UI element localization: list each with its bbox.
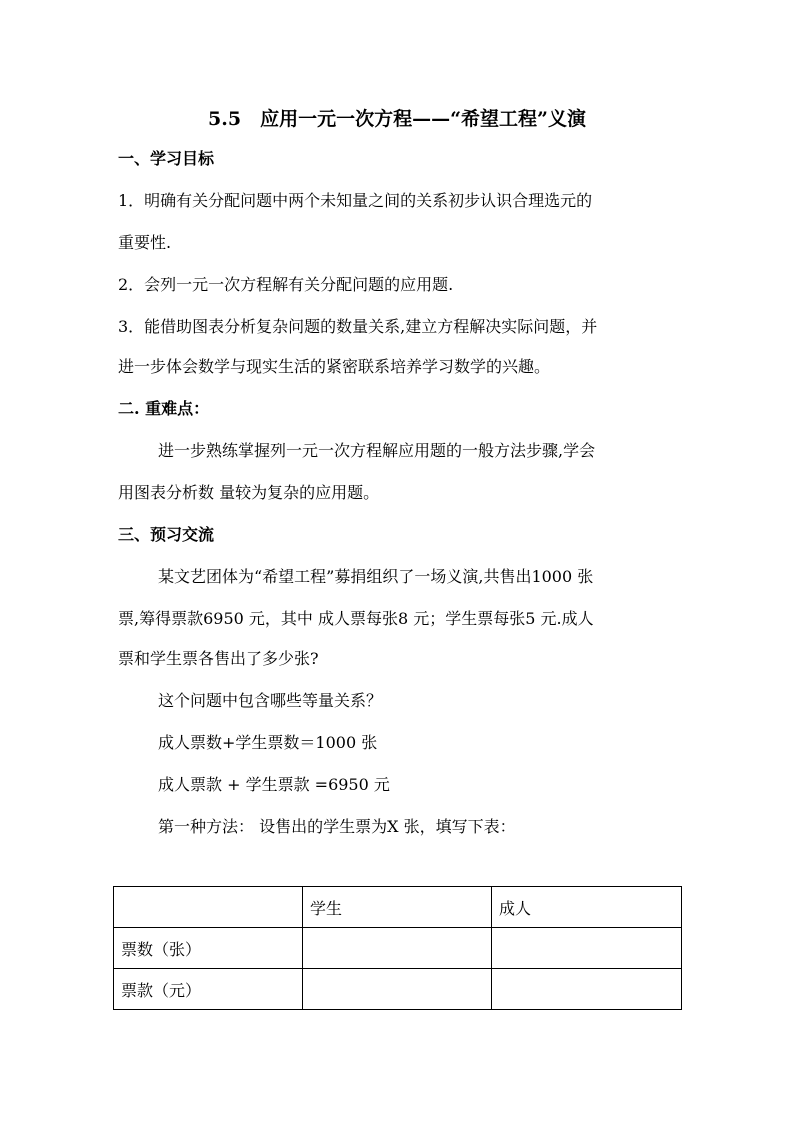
goal-item-2: 2．会列一元一次方程解有关分配问题的应用题. <box>118 275 454 294</box>
section-heading-preview: 三、预习交流 <box>118 525 215 544</box>
problem-text-line-2: 票,筹得票款6950 元，其中 成人票每张8 元；学生票每张5 元.成人 <box>118 609 594 628</box>
table-row-label: 票数（张） <box>114 928 303 969</box>
table-row <box>114 969 682 1010</box>
goal-item-3: 3．能借助图表分析复杂问题的数量关系,建立方程解决实际问题，并 <box>118 317 598 336</box>
table-header-row <box>114 887 682 928</box>
key-points-text-continued: 用图表分析数 量较为复杂的应用题。 <box>118 483 380 502</box>
table-cell <box>303 969 492 1010</box>
goal-item-1: 1．明确有关分配问题中两个未知量之间的关系初步认识合理选元的 <box>118 191 593 210</box>
section-heading-key-points: 二. 重难点： <box>118 399 210 418</box>
relation-money: 成人票款 + 学生票款 =6950 元 <box>158 775 390 794</box>
table-header-cell <box>114 887 303 928</box>
table-header-cell: 学生 <box>303 887 492 928</box>
table-cell <box>303 928 492 969</box>
table-row <box>114 928 682 969</box>
relation-tickets: 成人票数+学生票数＝1000 张 <box>158 733 378 752</box>
page-title: 5.5 应用一元一次方程——“希望工程”义演 <box>208 108 586 130</box>
method-one-text: 第一种方法： 设售出的学生票为X 张，填写下表： <box>158 817 516 836</box>
table-row-label: 票款（元） <box>114 969 303 1010</box>
section-heading-learning-goals: 一、学习目标 <box>118 149 215 168</box>
goal-item-3-continued: 进一步体会数学与现实生活的紧密联系培养学习数学的兴趣。 <box>118 357 551 376</box>
key-points-text: 进一步熟练掌握列一元一次方程解应用题的一般方法步骤,学会 <box>158 441 596 460</box>
problem-text-line-3: 票和学生票各售出了多少张? <box>118 649 319 668</box>
goal-item-1-continued: 重要性. <box>118 233 172 252</box>
table-header-cell: 成人 <box>492 887 682 928</box>
problem-text-line-1: 某文艺团体为“希望工程”募捐组织了一场义演,共售出1000 张 <box>158 567 594 586</box>
question-text: 这个问题中包含哪些等量关系？ <box>158 691 383 710</box>
table-cell <box>492 928 682 969</box>
table-cell <box>492 969 682 1010</box>
fill-in-table <box>113 886 682 1010</box>
